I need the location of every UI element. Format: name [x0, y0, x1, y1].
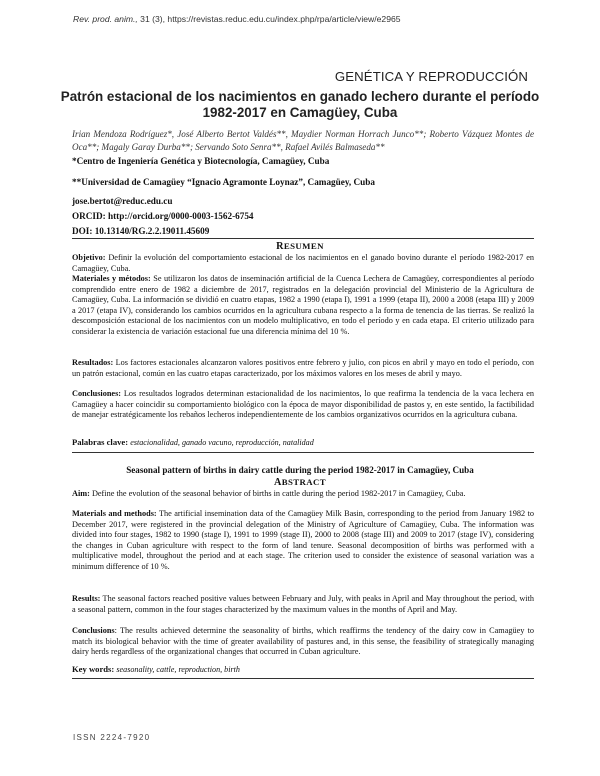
resumen-heading: RESUMEN [276, 241, 324, 252]
english-title: Seasonal pattern of births in dairy cattle during the period 1982-2017 in Camagüey, Cuba [126, 465, 474, 475]
abstract-bottom-rule [72, 678, 534, 679]
abstract-materials: Materials and methods: The artificial insemination data of the Camagüey Milk Basin, corresponding to the period from January 1982 to December 2017, were registered in the provincial delegation of the Ministry of Agriculture of Camagüey, Cuba. The information was divided into four stages, 1982 to 1990 (stage I), 1991 to 1999 (stage II), 2000 to 2008 (stage III) and 2009 to 2017 (stage IV), considering the changes in Cuban agriculture with respect to the form of land tenure. Seasonal decomposition of births was performed with a multiplicative model, throughout the period and at each stage. The criterion used to consider the existence of seasonal variation was a minimum difference of 10 %. [72, 509, 534, 571]
citation-url[interactable]: 31 (3), https://revistas.reduc.edu.cu/index.php/rpa/article/view/e2965 [137, 14, 401, 24]
corresponding-email[interactable]: jose.bertot@reduc.edu.cu [72, 196, 173, 206]
section-heading: GENÉTICA Y REPRODUCCIÓN [334, 69, 528, 84]
section-divider [72, 452, 534, 453]
palabras-clave: Palabras clave: estacionalidad, ganado vacuno, reproducción, natalidad [72, 437, 314, 447]
abstract-aim: Aim: Define the evolution of the seasonal behavior of births in cattle during the period 1982-2017 in Camagüey, Cuba. [72, 489, 466, 498]
affiliation-2: **Universidad de Camagüey “Ignacio Agramonte Loynaz”, Camagüey, Cuba [72, 177, 375, 187]
article-title: Patrón estacional de los nacimientos en ganado lechero durante el período 1982-2017 en Camagüey, Cuba [60, 89, 540, 120]
resumen-conclusiones: Conclusiones: Los resultados logrados determinan estacionalidad de los nacimientos, lo que reafirma la tendencia de la vaca lechera en Camagüey a hacer coincidir su comportamiento biológico con la época de mayor disponibilidad de pastos y, en este sentido, la factibilidad de manejar estratégicamente los rebaños lecheros independientemente de los cambios organizativos ocurridos en la agricultura cubana. [72, 389, 534, 420]
resumen-resultados: Resultados: Los factores estacionales alcanzaron valores positivos entre febrero y julio, con picos en abril y mayo en todo el período, con un patrón estacional, común en las cuatro etapas caracterizado, por los máximos valores en los meses de abril y mayo. [72, 358, 534, 378]
resumen-objetivo: Objetivo: Definir la evolución del comportamiento estacional de los nacimientos en el ganado bovino durante el período 1982-2017 en Camagüey, Cuba. [72, 253, 534, 273]
author-list: Irian Mendoza Rodríguez*, José Alberto Bertot Valdés**, Maydier Norman Horrach Junco**; Roberto Vázquez Montes de Oca**; Magaly Garay Durba**; Servando Soto Senra**, Rafael Avilés Balmaseda** [72, 129, 534, 152]
running-header [73, 14, 401, 24]
abstract-heading: ABSTRACT [273, 477, 327, 488]
abstract-top-rule [72, 238, 534, 239]
doi-link[interactable]: DOI: 10.13140/RG.2.2.19011.45609 [72, 226, 210, 236]
orcid-link[interactable]: ORCID: http://orcid.org/0000-0003-1562-6754 [72, 211, 254, 221]
journal-name: Rev. prod. anim., [73, 14, 138, 24]
resumen-materiales: Materiales y métodos: Se utilizaron los datos de inseminación artificial de la Cuenca Lechera de Camagüey, correspondientes al período comprendido entre enero de 1982 a diciembre de 2017, registrados en la delegación provincial del Ministerio de la Agricultura de Camagüey, Cuba. La información se dividió en cuatro etapas, 1982 a 1990 (etapa I), 1991 a 1999 (etapa II), 2000 a 2008 (etapa III) y 2009 a 2017 (etapa IV), considerando los cambios ocurridos en la agricultura cubana respecto a la forma de tenencia de las tierras. Se realizó la descomposición estacional de los nacimientos con un modelo multiplicativo, en todo el período y en cada etapa. El criterio utilizado para considerar la existencia de variación estacional fue una diferencia mínima del 10 %. [72, 274, 534, 336]
abstract-results: Results: The seasonal factors reached positive values between February and July, with peaks in April and May throughout the period, with a seasonal pattern, common in the four stages characterized by the maximum values in the months of April and May. [72, 594, 534, 614]
issn-footer: ISSN 2224-7920 [73, 733, 151, 742]
abstract-conclusions: Conclusions: The results achieved determine the seasonality of births, which reaffirms the tendency of the dairy cow in Camagüey to match its biological behavior with the time of greater availability of pastures and, in this sense, the feasibility of strategically managing dairy herds regardless of the organizational changes that occurred in Cuban agriculture. [72, 626, 534, 657]
affiliation-1: *Centro de Ingeniería Genética y Biotecnología, Camagüey, Cuba [72, 156, 330, 166]
key-words: Key words: seasonality, cattle, reproduction, birth [72, 664, 240, 674]
